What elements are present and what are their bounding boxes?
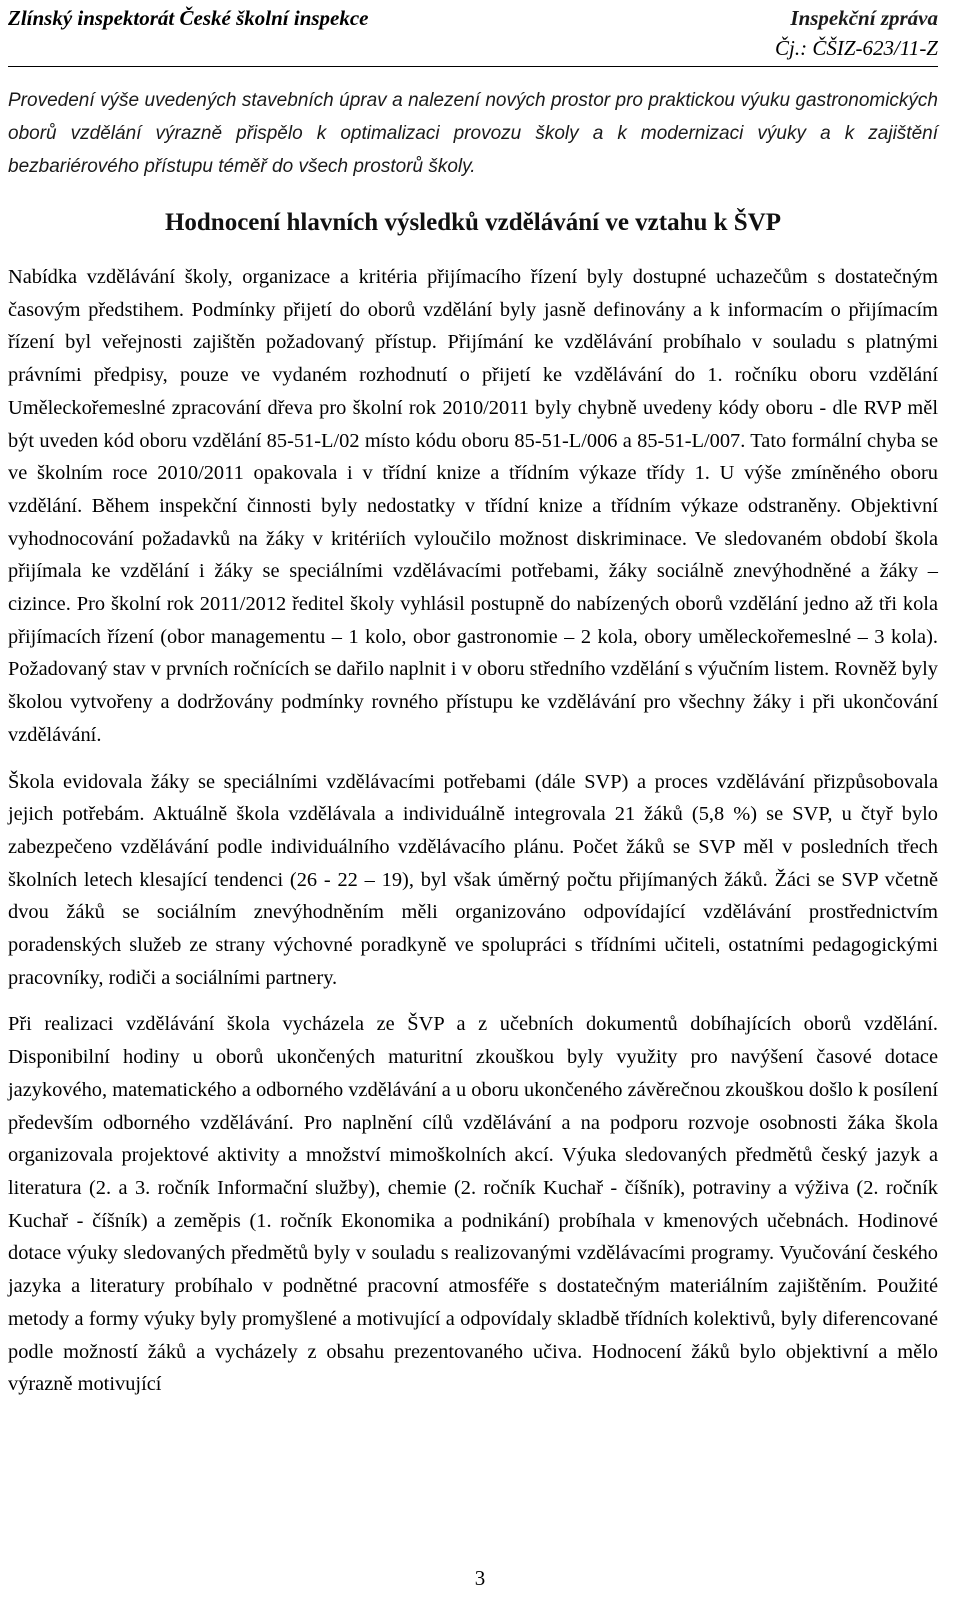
intro-paragraph: Provedení výše uvedených stavebních úprav a nalezení nových prostor pro praktickou výuku gastronomických oborů vzdělání výrazně přispělo k optimalizaci provozu školy a k modernizaci výuky a k zajištění bezbariérového přístupu téměř do všech prostorů školy. <box>8 90 938 177</box>
inspectorate-name: Zlínský inspektorát České školní inspekce <box>8 6 369 30</box>
document-body <box>8 84 938 1401</box>
report-type: Inspekční zpráva <box>790 6 938 30</box>
page-number: 3 <box>474 1566 486 1590</box>
paragraph-education: Při realizaci vzdělávání škola vycházela ze ŠVP a z učebních dokumentů dobíhajících oborů vzdělání. Disponibilní hodiny u oborů ukončených maturitní zkouškou byly využity pro navýšení časové dotace jazykového, matematického a odborného vzdělávání a u oboru ukončeného závěrečnou zkouškou došlo k posílení především odborného vzdělávání. Pro naplnění cílů vzdělávání a na podporu rozvoje osobnosti žáka škola organizovala projektové aktivity a množství mimoškolních akcí. Výuka sledovaných předmětů český jazyk a literatura (2. a 3. ročník Informační služby), chemie (2. ročník Kuchař - číšník), potraviny a výživa (2. ročník Kuchař - číšník) a zeměpis (1. ročník Ekonomika a podnikání) probíhala v kmenových učebnách. Hodinové dotace výuky sledovaných předmětů byly v souladu s realizovanými vzdělávacími programy. Vyučování českého jazyka a literatury probíhalo v podnětné pracovní atmosféře s dostatečným materiálním zajištěním. Použité metody a formy výuky byly promyšlené a motivující a odpovídaly skladbě třídních kolektivů, byly diferencované podle možností žáků a vycházely z obsahu prezentovaného učiva. Hodnocení žáků bylo objektivní a mělo výrazně motivující <box>8 1013 938 1396</box>
section-title: Hodnocení hlavních výsledků vzdělávání ve vztahu k ŠVP <box>164 209 782 236</box>
paragraph-admission: Nabídka vzdělávání školy, organizace a kritéria přijímacího řízení byly dostupné uchazečům s dostatečným časovým předstihem. Podmínky přijetí do oborů vzdělání byly jasně definovány a k informacím o přijímacím řízení byl veřejnosti zajištěn požadovaný přístup. Přijímání ke vzdělávání probíhalo v souladu s platnými právními předpisy, pouze ve vydaném rozhodnutí o přijetí ke vzdělávání do 1. ročníku oboru vzdělání Uměleckořemeslné zpracování dřeva pro školní rok 2010/2011 byly chybně uvedeny kódy oboru - dle RVP měl být uveden kód oboru vzdělání 85-51-L/02 místo kódu oboru 85-51-L/006 a 85-51-L/007. Tato formální chyba se ve školním roce 2010/2011 opakovala i v třídní knize a třídním výkaze třídy 1. U výše zmíněného oboru vzdělání. Během inspekční činnosti byly nedostatky v třídní knize a třídním výkaze odstraněny. Objektivní vyhodnocování požadavků na žáky v kritériích vyloučilo možnost diskriminace. Ve sledovaném období škola přijímala ke vzdělání i žáky se speciálními vzdělávacími potřebami, žáky sociálně znevýhodněné a žáky – cizince. Pro školní rok 2011/2012 ředitel školy vyhlásil postupně do nabízených oborů vzdělání jedno až tři kola přijímacích řízení (obor managementu – 1 kolo, obor gastronomie – 2 kola, obory uměleckořemeslné – 3 kola). Požadovaný stav v prvních ročnících se dařilo naplnit i v oboru středního vzdělání s výučním listem. Rovněž byly školou vytvořeny a dodržovány podmínky rovného přístupu ke vzdělávání pro všechny žáky i při ukončování vzdělávání. <box>8 266 938 746</box>
page-header <box>8 6 938 67</box>
reference-number: Čj.: ČŠIZ-623/11-Z <box>775 36 938 60</box>
paragraph-svp: Škola evidovala žáky se speciálními vzdělávacími potřebami (dále SVP) a proces vzdělávání přizpůsobovala jejich potřebám. Aktuálně škola vzdělávala a individuálně integrovala 21 žáků (5,8 %) se SVP, u čtyř bylo zabezpečeno vzdělávání podle individuálního vzdělávacího plánu. Počet žáků se SVP měl v posledních třech školních letech klesající tendenci (26 - 22 – 19), byl však úměrný počtu přijímaných žáků. Žáci se SVP včetně dvou žáků se sociálním znevýhodněním měli organizováno odpovídající vzdělávání prostřednictvím poradenských služeb ze strany výchovné poradkyně ve spolupráci s třídními učiteli, ostatními pedagogickými pracovníky, rodiči a sociálními partnery. <box>8 770 938 989</box>
